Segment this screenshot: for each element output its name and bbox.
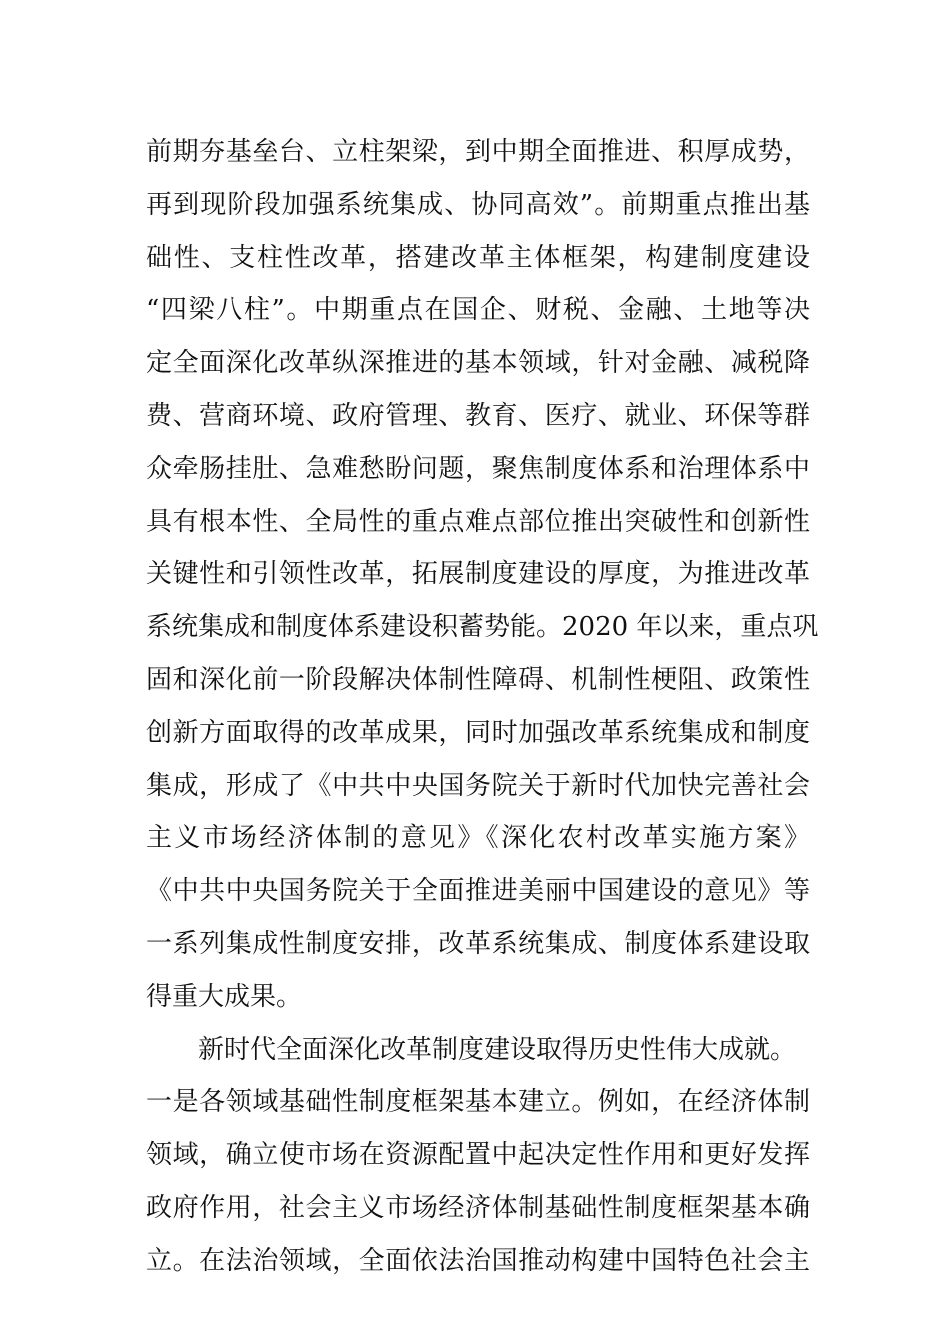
- text-line: 立。在法治领域，全面依法治国推动构建中国特色社会主: [146, 1245, 810, 1276]
- text-line: 费、营商环境、政府管理、教育、医疗、就业、环保等群: [146, 400, 810, 431]
- text-line: 主义市场经济体制的意见》《深化农村改革实施方案》: [146, 823, 810, 854]
- text-line: 集成，形成了《中共中央国务院关于新时代加快完善社会: [146, 770, 810, 801]
- body-text: [146, 126, 819, 1288]
- text-line: 创新方面取得的改革成果，同时加强改革系统集成和制度: [146, 717, 810, 748]
- text-line: “四梁八柱”。中期重点在国企、财税、金融、土地等决: [146, 295, 810, 326]
- text-line: 政府作用，社会主义市场经济体制基础性制度框架基本确: [146, 1192, 810, 1223]
- text-line: 再到现阶段加强系统集成、协同高效”。前期重点推出基: [146, 189, 810, 220]
- text-line: 定全面深化改革纵深推进的基本领域，针对金融、减税降: [146, 348, 810, 379]
- text-line: 础性、支柱性改革，搭建改革主体框架，构建制度建设: [146, 242, 810, 273]
- text-line: 前期夯基垒台、立柱架梁，到中期全面推进、积厚成势，: [146, 137, 810, 167]
- paragraph-start-line: 新时代全面深化改革制度建设取得历史性伟大成就。: [198, 1034, 797, 1065]
- text-line: 关键性和引领性改革，拓展制度建设的厚度，为推进改革: [146, 559, 810, 590]
- text-line: 众牵肠挂肚、急难愁盼问题，聚焦制度体系和治理体系中: [146, 453, 810, 484]
- text-line: 具有根本性、全局性的重点难点部位推出突破性和创新性: [146, 506, 810, 537]
- text-line: 固和深化前一阶段解决体制性障碍、机制性梗阻、政策性: [146, 664, 810, 695]
- text-line: 系统集成和制度体系建设积蓄势能。2020 年以来，重点巩: [146, 612, 819, 643]
- text-line: 一系列集成性制度安排，改革系统集成、制度体系建设取: [146, 928, 810, 959]
- text-line: 领域，确立使市场在资源配置中起决定性作用和更好发挥: [146, 1140, 810, 1171]
- text-line: 《中共中央国务院关于全面推进美丽中国建设的意见》等: [146, 876, 810, 907]
- text-line: 一是各领域基础性制度框架基本建立。例如，在经济体制: [146, 1087, 810, 1118]
- paragraph-end-line: 得重大成果。: [146, 981, 303, 1012]
